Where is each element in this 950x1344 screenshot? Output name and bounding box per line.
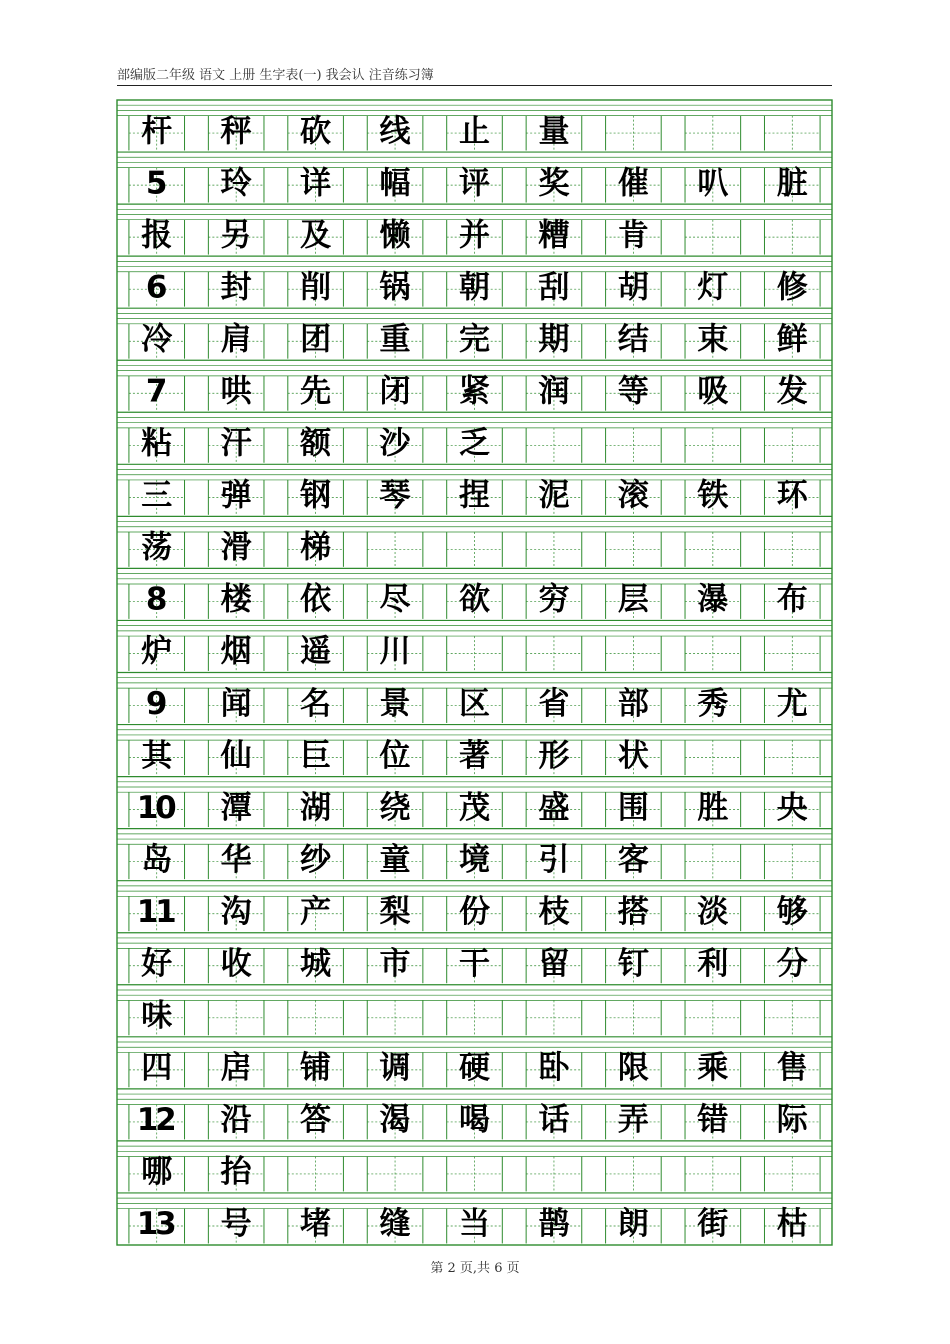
grid-character: 缝 — [379, 1206, 411, 1243]
grid-character: 秤 — [220, 113, 252, 150]
grid-character: 状 — [617, 737, 649, 774]
grid-character: 引 — [538, 841, 570, 878]
grid-character: 6 — [145, 269, 168, 306]
grid-character: 并 — [459, 217, 490, 254]
grid-character: 杆 — [141, 113, 173, 150]
grid-character: 著 — [459, 737, 490, 774]
page-header-title: 部编版二年级 语文 上册 生字表(一) 我会认 注音练习簿 — [117, 68, 434, 83]
grid-character: 依 — [300, 581, 332, 618]
grid-character: 捏 — [459, 477, 490, 514]
grid-character: 形 — [538, 737, 570, 774]
grid-character: 产 — [300, 893, 332, 930]
grid-character: 其 — [141, 737, 173, 774]
grid-character: 灯 — [697, 269, 729, 306]
grid-character: 闻 — [220, 685, 252, 722]
grid-character: 枝 — [538, 893, 570, 930]
grid-character: 及 — [300, 217, 332, 254]
grid-character: 岛 — [141, 841, 173, 878]
grid-character: 10 — [136, 789, 177, 826]
grid-character: 湖 — [300, 789, 332, 826]
grid-character: 催 — [617, 165, 649, 202]
page-footer: 第 2 页,共 6 页 — [430, 1261, 520, 1276]
grid-character: 仙 — [220, 737, 252, 774]
grid-character: 层 — [617, 581, 649, 618]
grid-character: 奖 — [538, 165, 570, 202]
grid-character: 名 — [300, 685, 332, 722]
grid-character: 味 — [141, 998, 173, 1035]
grid-character: 巨 — [300, 737, 332, 774]
grid-character: 朗 — [617, 1206, 649, 1243]
grid-character: 沟 — [220, 893, 252, 930]
grid-character: 润 — [538, 373, 570, 410]
grid-character: 铺 — [300, 1050, 332, 1087]
grid-character: 紧 — [459, 373, 490, 410]
grid-character: 梨 — [379, 893, 411, 930]
grid-character: 泥 — [538, 477, 570, 514]
grid-character: 遥 — [300, 633, 332, 670]
grid-character: 尽 — [379, 581, 411, 618]
grid-character: 客 — [617, 841, 649, 878]
grid-character: 先 — [300, 373, 332, 410]
grid-character: 鹊 — [538, 1206, 570, 1243]
grid-character: 部 — [617, 685, 649, 722]
grid-character: 砍 — [300, 113, 332, 150]
grid-character: 锅 — [379, 269, 411, 306]
grid-character: 盛 — [538, 789, 570, 826]
grid-character: 琴 — [379, 477, 411, 514]
grid-character: 环 — [776, 477, 808, 514]
grid-character: 团 — [300, 321, 332, 358]
grid-character: 肯 — [617, 217, 649, 254]
grid-character: 份 — [459, 893, 490, 930]
grid-character: 分 — [776, 946, 808, 983]
grid-character: 三 — [141, 477, 173, 514]
grid-character: 脏 — [776, 165, 808, 202]
grid-character: 当 — [459, 1206, 490, 1243]
grid-character: 滑 — [220, 529, 252, 566]
grid-character: 市 — [379, 946, 411, 983]
grid-character: 止 — [459, 113, 490, 150]
grid-character: 省 — [538, 685, 570, 722]
grid-character: 钢 — [300, 477, 332, 514]
grid-character: 哪 — [141, 1154, 173, 1191]
grid-character: 淡 — [697, 893, 729, 930]
grid-character: 喝 — [459, 1102, 490, 1139]
grid-character: 硬 — [459, 1050, 490, 1087]
grid-character: 期 — [538, 321, 570, 358]
grid-character: 闭 — [379, 373, 411, 410]
grid-character: 刮 — [538, 269, 570, 306]
grid-character: 渴 — [379, 1102, 411, 1139]
grid-character: 错 — [697, 1102, 729, 1139]
grid-character: 荡 — [141, 529, 173, 566]
grid-character: 发 — [776, 373, 808, 410]
grid-character: 13 — [136, 1206, 177, 1243]
grid-character: 搭 — [617, 893, 649, 930]
grid-character: 话 — [538, 1102, 570, 1139]
grid-character: 城 — [300, 946, 332, 983]
grid-character: 抬 — [220, 1154, 252, 1191]
grid-character: 景 — [379, 685, 411, 722]
grid-character: 潭 — [220, 789, 252, 826]
grid-character: 欲 — [459, 581, 490, 618]
grid-character: 够 — [776, 893, 808, 930]
grid-character: 限 — [617, 1050, 649, 1087]
grid-character: 9 — [145, 685, 168, 722]
grid-character: 结 — [617, 321, 649, 358]
grid-character: 胡 — [617, 269, 649, 306]
grid-character: 扂 — [220, 1050, 252, 1087]
grid-character: 收 — [220, 946, 252, 983]
grid-character: 干 — [459, 946, 490, 983]
grid-character: 5 — [145, 165, 168, 202]
grid-character: 布 — [776, 581, 808, 618]
grid-character: 幅 — [379, 165, 411, 202]
grid-character: 围 — [617, 789, 649, 826]
grid-character: 炉 — [141, 633, 173, 670]
grid-character: 量 — [538, 113, 570, 150]
grid-character: 号 — [220, 1206, 252, 1243]
grid-character: 秀 — [697, 685, 729, 722]
grid-character: 茂 — [459, 789, 490, 826]
grid-character: 利 — [697, 946, 729, 983]
grid-character: 央 — [776, 789, 808, 826]
grid-character: 瀑 — [697, 581, 729, 618]
grid-character: 弄 — [617, 1102, 649, 1139]
grid-character: 额 — [300, 425, 332, 462]
grid-character: 11 — [136, 893, 177, 930]
grid-character: 肩 — [220, 321, 252, 358]
grid-character: 线 — [379, 113, 411, 150]
grid-character: 鲜 — [776, 321, 808, 358]
grid-character: 7 — [145, 373, 168, 410]
grid-character: 等 — [617, 373, 649, 410]
grid-character: 胜 — [697, 789, 729, 826]
grid-character: 冷 — [141, 321, 173, 358]
grid-character: 梯 — [300, 529, 332, 566]
grid-character: 境 — [459, 841, 490, 878]
grid-character: 留 — [538, 946, 570, 983]
grid-character: 沙 — [379, 425, 411, 462]
grid-character: 穷 — [538, 581, 570, 618]
grid-character: 区 — [459, 685, 490, 722]
grid-character: 糟 — [538, 217, 570, 254]
grid-character: 滚 — [617, 477, 649, 514]
grid-character: 评 — [459, 165, 490, 202]
grid-character: 好 — [141, 946, 173, 983]
grid-character: 报 — [141, 217, 173, 254]
grid-character: 售 — [776, 1050, 808, 1087]
grid-character: 铁 — [697, 477, 729, 514]
grid-character: 修 — [776, 269, 808, 306]
grid-character: 童 — [379, 841, 411, 878]
grid-character: 调 — [379, 1050, 411, 1087]
grid-character: 12 — [136, 1102, 177, 1139]
grid-character: 详 — [300, 165, 332, 202]
grid-character: 削 — [300, 269, 332, 306]
grid-character: 封 — [220, 269, 252, 306]
grid-character: 8 — [145, 581, 168, 618]
grid-character: 四 — [141, 1050, 173, 1087]
grid-character: 朝 — [459, 269, 490, 306]
grid-character: 卧 — [538, 1050, 570, 1087]
grid-character: 纱 — [300, 841, 332, 878]
grid-character: 华 — [220, 841, 252, 878]
grid-character: 乏 — [459, 425, 490, 462]
grid-character: 哄 — [220, 373, 252, 410]
grid-character: 粘 — [141, 425, 173, 462]
grid-character: 答 — [300, 1102, 332, 1139]
grid-character: 玲 — [220, 165, 252, 202]
grid-character: 钉 — [617, 946, 649, 983]
grid-character: 楼 — [220, 581, 252, 618]
grid-character: 堵 — [300, 1206, 332, 1243]
grid-character: 叭 — [697, 165, 729, 202]
grid-character: 完 — [459, 321, 490, 358]
grid-character: 重 — [379, 321, 411, 358]
grid-character: 沿 — [220, 1102, 252, 1139]
grid-character: 汗 — [220, 425, 252, 462]
grid-character: 川 — [379, 633, 411, 670]
grid-character: 绕 — [379, 789, 411, 826]
grid-character: 乘 — [697, 1050, 729, 1087]
grid-character: 街 — [697, 1206, 729, 1243]
grid-character: 尤 — [776, 685, 808, 722]
grid-character: 另 — [220, 217, 252, 254]
grid-character: 懒 — [379, 217, 411, 254]
grid-character: 吸 — [697, 373, 729, 410]
grid-character: 弹 — [220, 477, 252, 514]
grid-character: 烟 — [220, 633, 252, 670]
grid-character: 束 — [697, 321, 729, 358]
grid-character: 位 — [379, 737, 411, 774]
grid-character: 际 — [776, 1102, 808, 1139]
grid-character: 枯 — [776, 1206, 808, 1243]
